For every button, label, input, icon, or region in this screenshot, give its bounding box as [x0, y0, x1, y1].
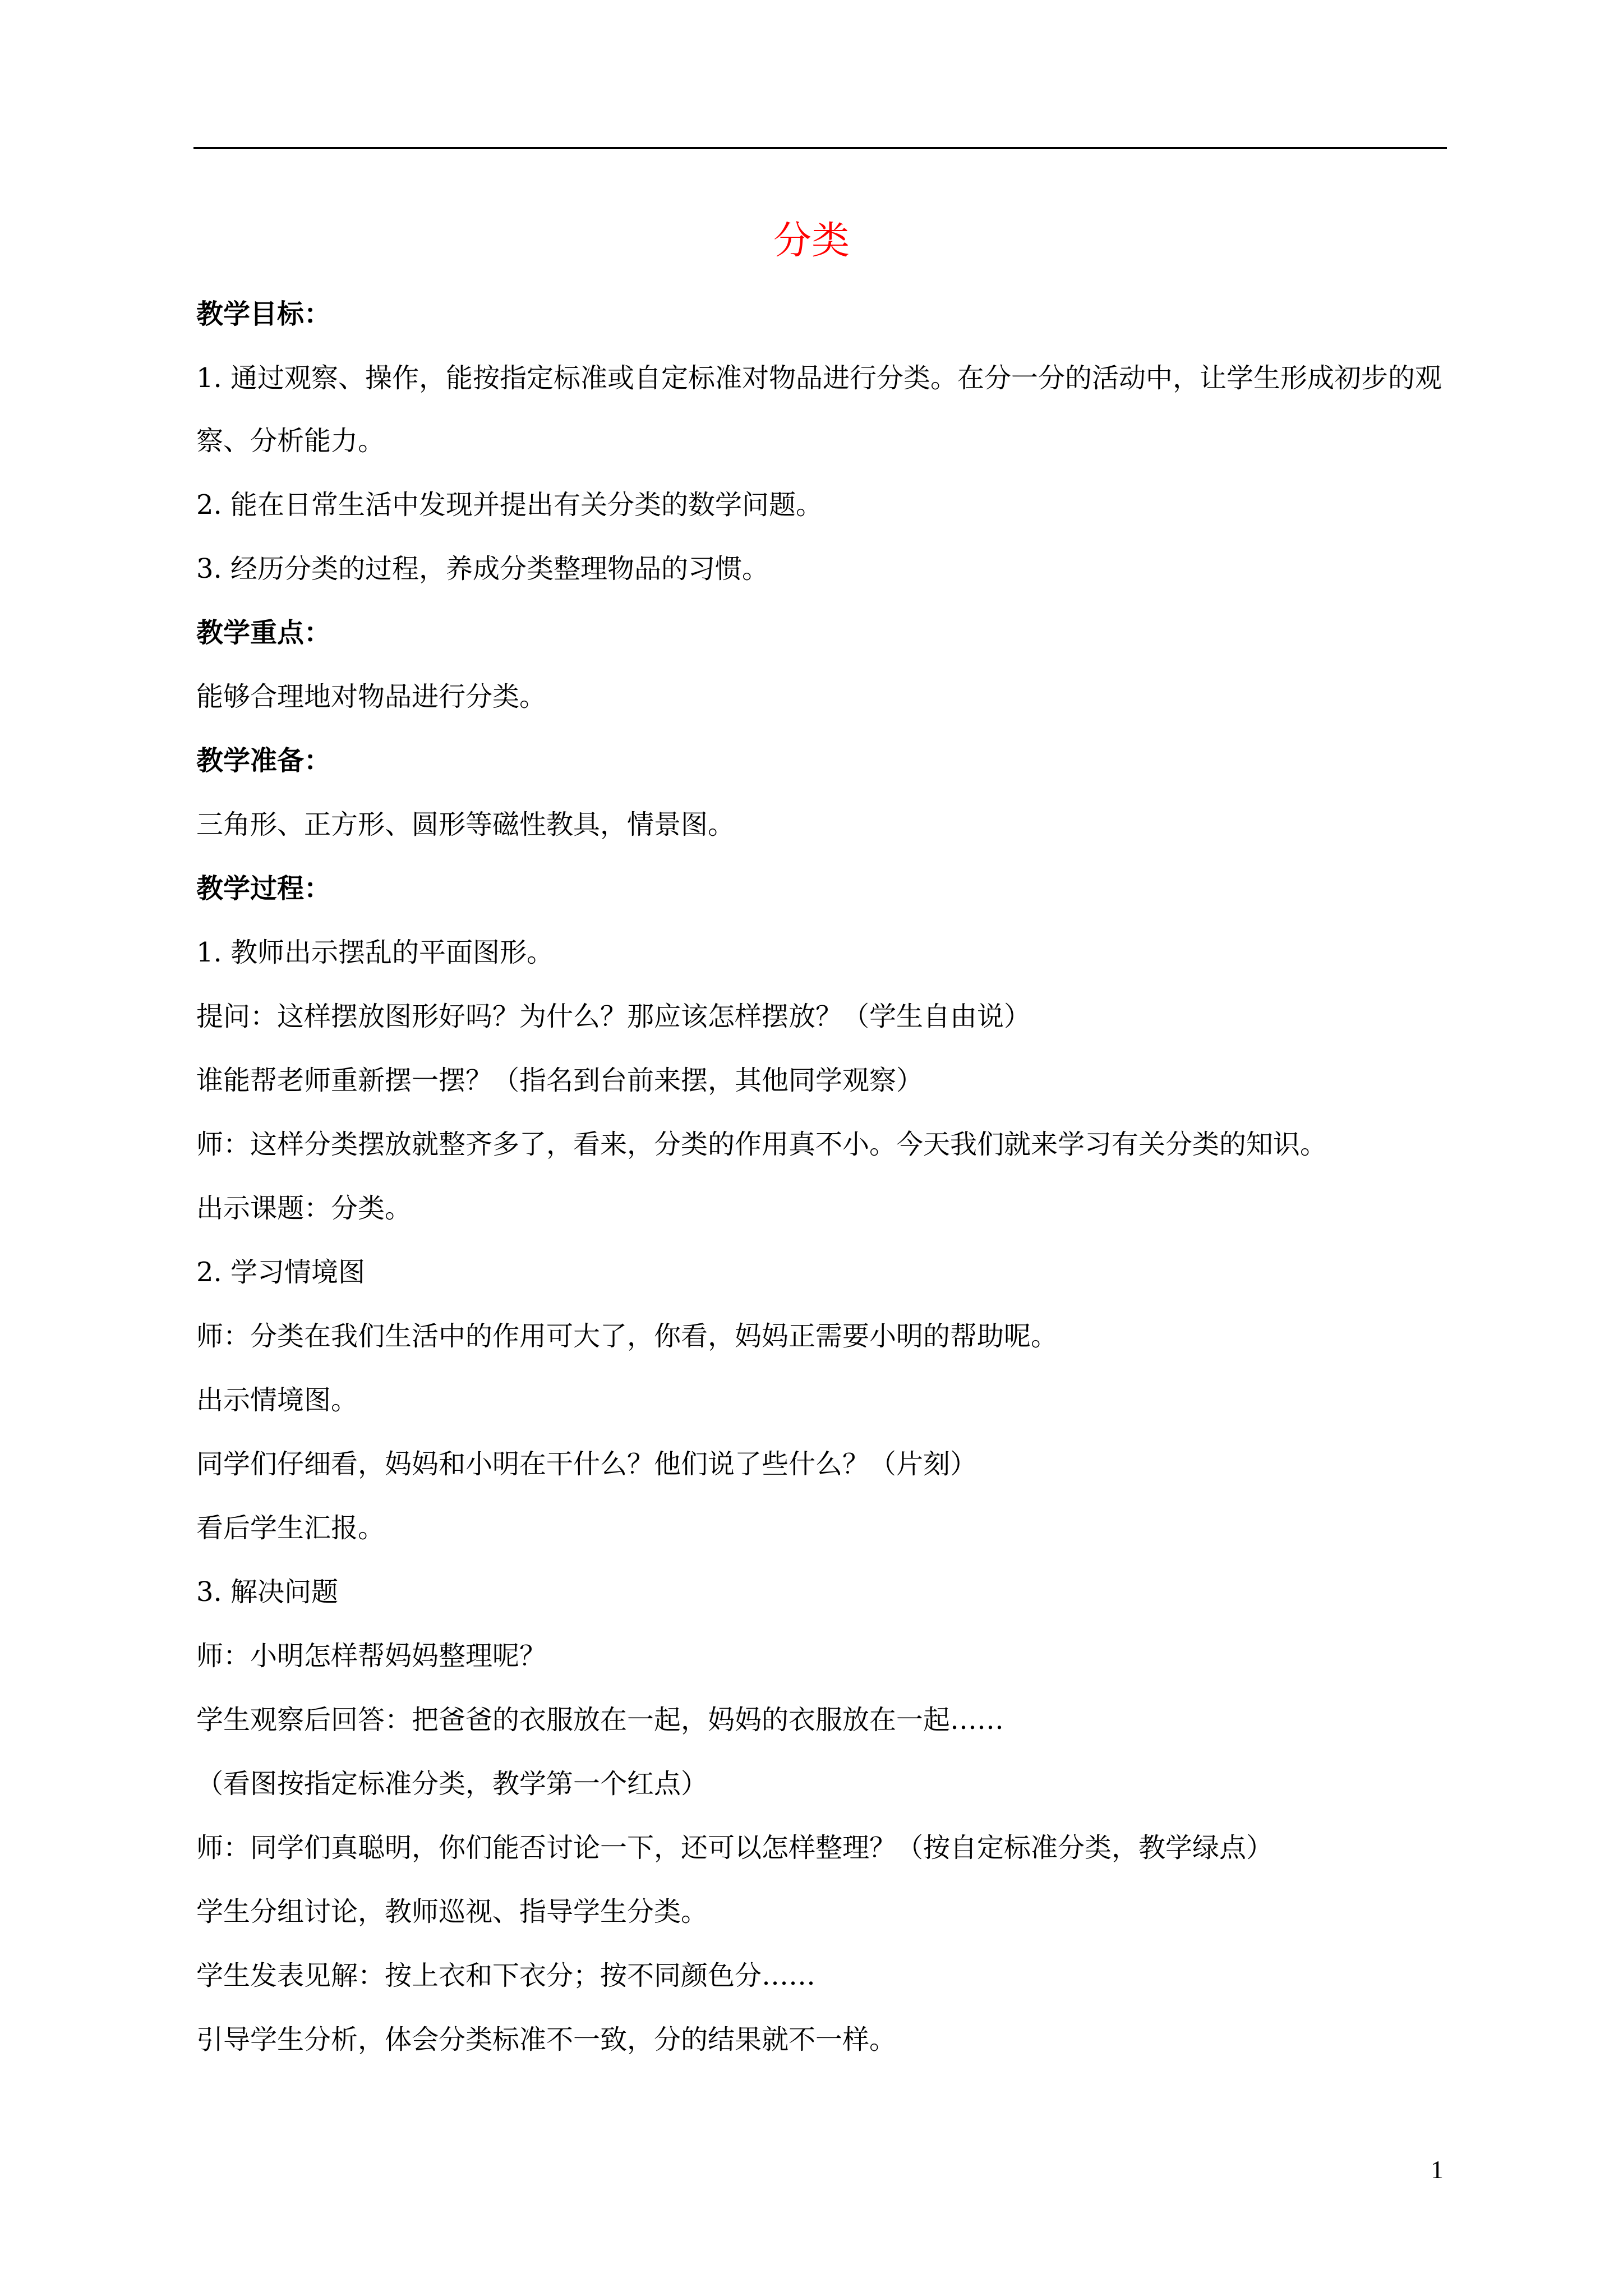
paragraph: 同学们仔细看，妈妈和小明在干什么？他们说了些什么？（片刻） — [196, 1448, 978, 1480]
document-title: 分类 — [773, 219, 850, 263]
paragraph: 谁能帮老师重新摆一摆？（指名到台前来摆，其他同学观察） — [196, 1065, 924, 1096]
paragraph: 看后学生汇报。 — [196, 1512, 385, 1544]
paragraph: 出示课题：分类。 — [196, 1193, 412, 1224]
paragraph: 引导学生分析，体会分类标准不一致，分的结果就不一样。 — [196, 2024, 897, 2055]
paragraph: 出示情境图。 — [196, 1384, 358, 1416]
paragraph: 3. 解决问题 — [196, 1576, 339, 1608]
paragraph: 学生发表见解：按上衣和下衣分；按不同颜色分…… — [196, 1960, 816, 1991]
section-heading-preparation: 教学准备： — [196, 745, 331, 776]
paragraph: 学生观察后回答：把爸爸的衣服放在一起，妈妈的衣服放在一起…… — [196, 1704, 1004, 1736]
header-rule — [193, 147, 1447, 149]
paragraph: 师：这样分类摆放就整齐多了，看来，分类的作用真不小。今天我们就来学习有关分类的知识。 — [196, 1129, 1327, 1160]
paragraph: 师：分类在我们生活中的作用可大了，你看，妈妈正需要小明的帮助呢。 — [196, 1320, 1058, 1352]
document-body — [196, 297, 1453, 2087]
section-heading-process: 教学过程： — [196, 873, 331, 904]
paragraph: 能够合理地对物品进行分类。 — [196, 681, 547, 712]
paragraph: 3. 经历分类的过程，养成分类整理物品的习惯。 — [196, 553, 769, 585]
section-heading-goals: 教学目标： — [196, 298, 331, 330]
section-heading-key-points: 教学重点： — [196, 617, 331, 648]
page-number: 1 — [1431, 2155, 1444, 2184]
paragraph: 提问：这样摆放图形好吗？为什么？那应该怎样摆放？（学生自由说） — [196, 1001, 1031, 1032]
paragraph: 学生分组讨论，教师巡视、指导学生分类。 — [196, 1896, 708, 1927]
paragraph: 2. 学习情境图 — [196, 1257, 366, 1288]
paragraph: 三角形、正方形、圆形等磁性教具，情景图。 — [196, 809, 735, 840]
paragraph: 师：小明怎样帮妈妈整理呢？ — [196, 1640, 547, 1672]
paragraph: （看图按指定标准分类，教学第一个红点） — [196, 1768, 708, 1800]
paragraph: 1. 教师出示摆乱的平面图形。 — [196, 937, 554, 968]
paragraph: 师：同学们真聪明，你们能否讨论一下，还可以怎样整理？（按自定标准分类，教学绿点） — [196, 1832, 1274, 1864]
paragraph: 1. 通过观察、操作，能按指定标准或自定标准对物品进行分类。在分一分的活动中，让学生形成初步的观察、分析能力。 — [196, 362, 1442, 457]
paragraph: 2. 能在日常生活中发现并提出有关分类的数学问题。 — [196, 489, 823, 521]
